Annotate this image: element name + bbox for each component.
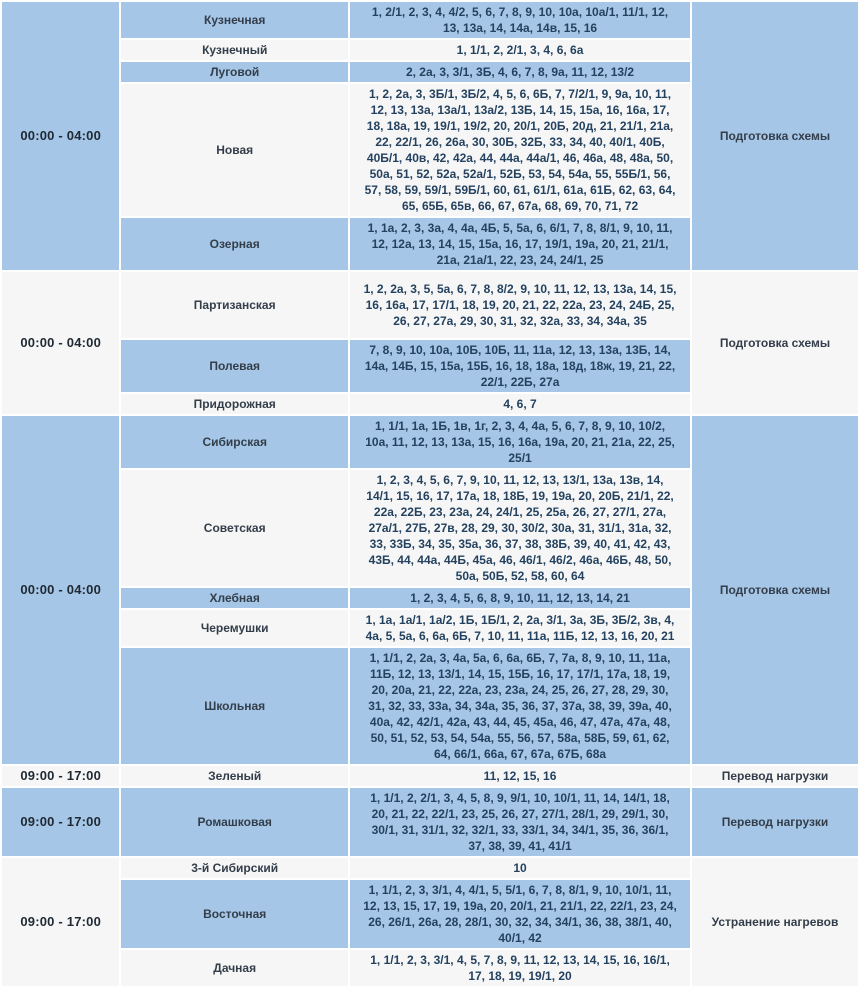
house-numbers-cell: 1, 1/1, 2, 2/1, 3, 4, 6, 6а: [350, 40, 690, 60]
street-cell: Кузнечная: [121, 2, 348, 38]
house-numbers-cell: 7, 8, 9, 10, 10а, 10Б, 10Б, 11, 11а, 12, 13, 13а, 13Б, 14, 14а, 14Б, 15, 15а, 15Б, 16, 18, 18а, 18д, 18ж, 19, 21, 22, 22/1, 22Б, 27а: [350, 340, 690, 392]
street-cell: Полевая: [121, 340, 348, 392]
street-cell: Дачная: [121, 950, 348, 986]
house-numbers-cell: 1, 2, 2а, 3, 5, 5а, 6, 7, 8, 8/2, 9, 10, 11, 12, 13, 13а, 14, 15, 16, 16а, 17, 17/1, 18, 19, 20, 21, 22, 22а, 23, 24, 24Б, 25, 26, 27, 27а, 29, 30, 31, 32, 32а, 33, 34, 34а, 35: [350, 272, 690, 338]
house-numbers-cell: 1, 1/1, 1а, 1Б, 1в, 1г, 2, 3, 4, 4а, 5, 6, 7, 8, 9, 10, 10/2, 10а, 11, 12, 13, 13а, 15, 16, 16а, 19а, 20, 21, 21а, 22, 25, 25/1: [350, 416, 690, 468]
street-cell: Сибирская: [121, 416, 348, 468]
table-row: [2, 416, 858, 468]
house-numbers-cell: 1, 1/1, 2, 3, 3/1, 4, 4/1, 5, 5/1, 6, 7, 8, 8/1, 9, 10, 10/1, 11, 12, 13, 15, 17, 19, 19а, 20, 20/1, 21, 21/1, 22, 22/1, 23, 24, 26, 26/1, 26а, 28, 28/1, 30, 32, 34, 34/1, 36, 38, 38/1, 40, 40/1, 42: [350, 880, 690, 948]
time-range-cell: 09:00 - 17:00: [2, 788, 119, 856]
time-range-cell: 00:00 - 04:00: [2, 2, 119, 270]
work-type-cell: Подготовка схемы: [692, 416, 858, 764]
time-range-cell: 00:00 - 04:00: [2, 416, 119, 764]
table-row: [2, 858, 858, 878]
house-numbers-cell: 2, 2а, 3, 3/1, 3Б, 4, 6, 7, 8, 9а, 11, 12, 13/2: [350, 62, 690, 82]
work-type-cell: Подготовка схемы: [692, 272, 858, 414]
street-cell: Новая: [121, 84, 348, 216]
street-cell: Луговой: [121, 62, 348, 82]
house-numbers-cell: 1, 2, 3, 4, 5, 6, 8, 9, 10, 11, 12, 13, 14, 21: [350, 588, 690, 608]
street-cell: Зеленый: [121, 766, 348, 786]
work-type-cell: Перевод нагрузки: [692, 788, 858, 856]
house-numbers-cell: 1, 2, 3, 4, 5, 6, 7, 9, 10, 11, 12, 13, 13/1, 13а, 13в, 14, 14/1, 15, 16, 17, 17а, 18, 18Б, 19, 19а, 20, 20Б, 21/1, 22, 22а, 22Б, 23, 23а, 24, 24/1, 25, 25а, 26, 27, 27/1, 27а, 27а/1, 27Б, 27в, 28, 29, 30, 30/2, 30а, 31, 31/1, 31а, 32, 33, 33Б, 34, 35, 35а, 36, 37, 38, 38Б, 39, 40, 41, 42, 43, 43Б, 44, 44а, 44Б, 45а, 46, 46/1, 46/2, 46а, 46Б, 48, 50, 50а, 50Б, 52, 58, 60, 64: [350, 470, 690, 586]
street-cell: Придорожная: [121, 394, 348, 414]
house-numbers-cell: 4, 6, 7: [350, 394, 690, 414]
house-numbers-cell: 1, 1а, 2, 3, 3а, 4, 4а, 4Б, 5, 5а, 6, 6/1, 7, 8, 8/1, 9, 10, 11, 12, 12а, 13, 14, 15, 15а, 16, 17, 19/1, 19а, 20, 21, 21/1, 21а, 21а/1, 22, 23, 24, 24/1, 25: [350, 218, 690, 270]
house-numbers-cell: 10: [350, 858, 690, 878]
table-row: [2, 788, 858, 856]
street-cell: Партизанская: [121, 272, 348, 338]
house-numbers-cell: 1, 1/1, 2, 2/1, 3, 4, 5, 8, 9, 9/1, 10, 10/1, 11, 14, 14/1, 18, 20, 21, 22, 22/1, 23, 25, 26, 27, 27/1, 28/1, 29, 29/1, 30, 30/1, 31, 31/1, 32, 32/1, 33, 33/1, 34, 34/1, 35, 36, 36/1, 37, 38, 39, 41, 41/1: [350, 788, 690, 856]
house-numbers-cell: 1, 1/1, 2, 3, 3/1, 4, 5, 7, 8, 9, 11, 12, 13, 14, 15, 16, 16/1, 17, 18, 19, 19/1, 20: [350, 950, 690, 986]
street-cell: Кузнечный: [121, 40, 348, 60]
house-numbers-cell: 11, 12, 15, 16: [350, 766, 690, 786]
time-range-cell: 09:00 - 17:00: [2, 766, 119, 786]
table-row: [2, 766, 858, 786]
street-cell: Восточная: [121, 880, 348, 948]
house-numbers-cell: 1, 1а, 1а/1, 1а/2, 1Б, 1Б/1, 2, 2а, 3/1, 3а, 3Б, 3Б/2, 3в, 4, 4а, 5, 5а, 6, 6а, 6Б, 7, 10, 11, 11а, 11Б, 12, 13, 16, 20, 21: [350, 610, 690, 646]
table-row: [2, 2, 858, 38]
street-cell: Школьная: [121, 648, 348, 764]
street-cell: Черемушки: [121, 610, 348, 646]
house-numbers-cell: 1, 2, 2а, 3, 3Б/1, 3Б/2, 4, 5, 6, 6Б, 7, 7/2/1, 9, 9а, 10, 11, 12, 13, 13а, 13а/1, 13а/2, 13Б, 14, 15, 15а, 16, 16а, 17, 18, 18а, 19, 19/1, 19/2, 20, 20/1, 20Б, 20д, 21, 21/1, 21а, 22, 22/1, 26, 26а, 30, 30Б, 32Б, 33, 34, 40, 40/1, 40Б, 40Б/1, 40в, 42, 42а, 44, 44а, 44а/1, 46, 46а, 48, 48а, 50, 50а, 51, 52, 52а, 52а/1, 52Б, 53, 54, 54а, 55, 55Б/1, 56, 57, 58, 59, 59/1, 59Б/1, 60, 61, 61/1, 61а, 61Б, 62, 63, 64, 65, 65Б, 65в, 66, 67, 67а, 68, 69, 70, 71, 72: [350, 84, 690, 216]
time-range-cell: 09:00 - 17:00: [2, 858, 119, 986]
table-row: [2, 272, 858, 338]
time-range-cell: 00:00 - 04:00: [2, 272, 119, 414]
house-numbers-cell: 1, 1/1, 2, 2а, 3, 4а, 5а, 6, 6а, 6Б, 7, 7а, 8, 9, 10, 11, 11а, 11Б, 12, 13, 13/1, 14, 15, 15Б, 16, 17, 17/1, 17а, 18, 19, 20, 20а, 21, 22, 22а, 23, 23а, 24, 25, 26, 27, 28, 29, 30, 31, 32, 33, 33а, 34, 34а, 35, 36, 37, 37а, 38, 39, 39а, 40, 40а, 42, 42/1, 42а, 43, 44, 45, 45а, 46, 47, 47а, 47а, 48, 50, 51, 52, 53, 54, 54а, 55, 56, 57, 58а, 58Б, 59, 61, 62, 64, 66/1, 66а, 67, 67а, 67Б, 68а: [350, 648, 690, 764]
street-cell: 3-й Сибирский: [121, 858, 348, 878]
street-cell: Советская: [121, 470, 348, 586]
work-type-cell: Перевод нагрузки: [692, 766, 858, 786]
work-type-cell: Устранение нагревов: [692, 858, 858, 986]
street-cell: Хлебная: [121, 588, 348, 608]
street-cell: Озерная: [121, 218, 348, 270]
house-numbers-cell: 1, 2/1, 2, 3, 4, 4/2, 5, 6, 7, 8, 9, 10, 10а, 10а/1, 11/1, 12, 13, 13а, 14, 14а, 14в, 15, 16: [350, 2, 690, 38]
work-type-cell: Подготовка схемы: [692, 2, 858, 270]
street-cell: Ромашковая: [121, 788, 348, 856]
